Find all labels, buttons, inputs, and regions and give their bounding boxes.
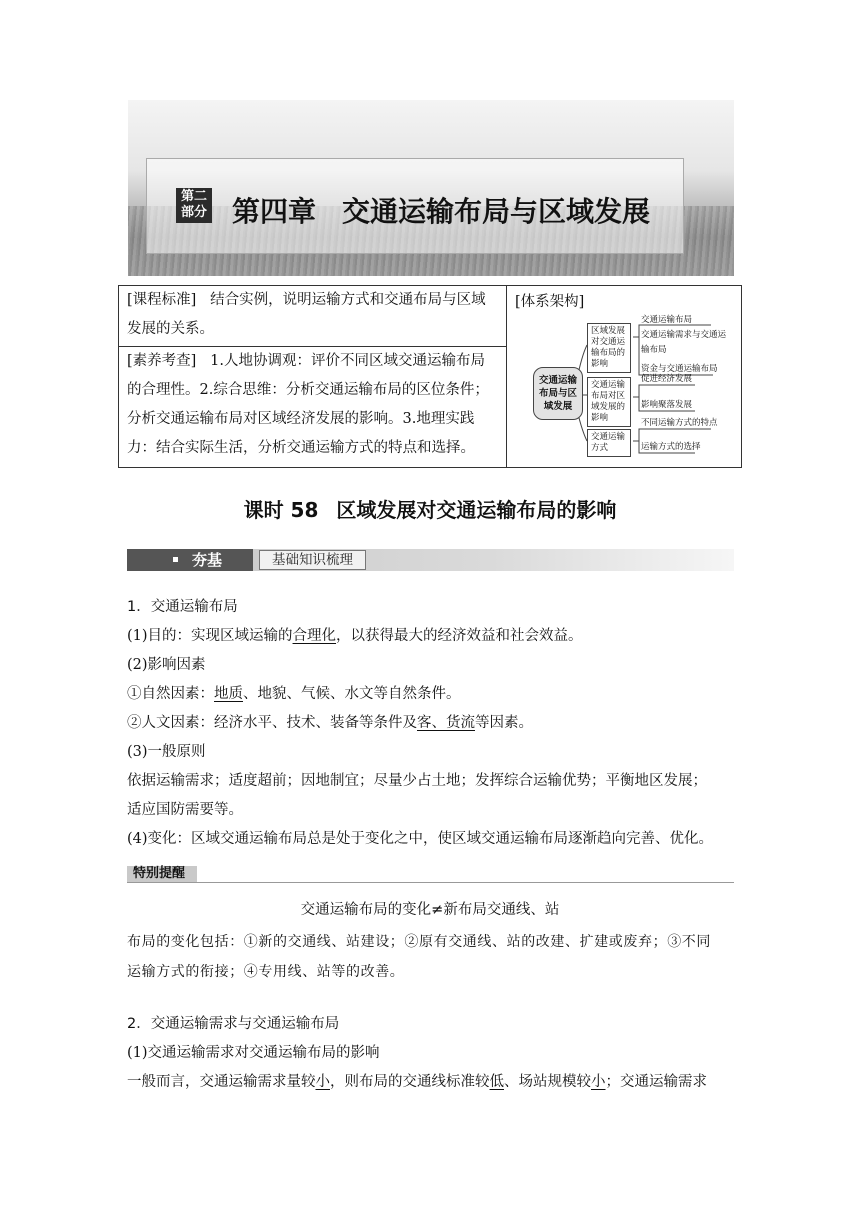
tip-tag: 特别提醒 xyxy=(127,866,197,882)
blank-answer: 低 xyxy=(489,1074,504,1090)
lesson-heading xyxy=(0,494,860,523)
paragraph: 依据运输需求；适度超前；因地制宜；尽量少占土地；发挥综合运输优势；平衡地区发展； xyxy=(127,773,707,789)
mind-map-leaf: 资金与交通运输布局 xyxy=(641,364,718,374)
mind-map-leaf: 交通运输需求与交通运 xyxy=(641,330,727,340)
tip-line: 运输方式的衔接；④专用线、站等的改善。 xyxy=(127,964,405,980)
lesson-number: 课时 58 xyxy=(243,498,319,522)
section-2-title: 2．交通运输需求与交通运输布局 xyxy=(127,1016,340,1032)
paragraph: (2)影响因素 xyxy=(127,657,206,673)
section-1 xyxy=(127,593,737,854)
square-bullet-icon xyxy=(173,557,178,562)
mind-map-leaf: 运输方式的选择 xyxy=(641,442,701,452)
chapter-number: 第四章 xyxy=(232,195,317,228)
section-bar xyxy=(127,549,734,571)
architecture-tag: [体系架构] xyxy=(515,294,585,310)
paragraph xyxy=(127,622,737,651)
mind-map-branch-2: 交通运输布局对区域发展的影响 xyxy=(587,377,631,427)
section-1-title: 1．交通运输布局 xyxy=(127,599,238,615)
text: 、场站规模较 xyxy=(504,1074,591,1090)
chapter-title: 交通运输布局与区域发展 xyxy=(342,195,651,228)
text: ，则布局的交通线标准较 xyxy=(330,1074,490,1090)
blank-answer: 客、货流 xyxy=(417,715,475,731)
section-bar-right-label: 基础知识梳理 xyxy=(259,550,366,570)
tip-line: 布局的变化包括：①新的交通线、站建设；②原有交通线、站的改建、扩建或废弃；③不同 xyxy=(127,934,711,950)
mind-map-leaf: 输布局 xyxy=(641,345,667,355)
chapter-banner xyxy=(128,100,734,276)
mind-map-center: 交通运输布局与区域发展 xyxy=(533,367,583,420)
curriculum-cell xyxy=(119,286,507,347)
paragraph xyxy=(127,1068,737,1097)
tip-body xyxy=(127,927,737,987)
curriculum-text: 结合实例，说明运输方式和交通布局与区域发展的关系。 xyxy=(127,292,486,337)
literacy-text: 1.人地协调观：评价不同区域交通运输布局的合理性。2.综合思维：分析交通运输布局的区位条件；分析交通运输布局对区域经济发展的影响。3.地理实践力：结合实际生活，分析交通运输方式的特点和选择。 xyxy=(127,353,489,456)
blank-answer: 合理化 xyxy=(292,628,337,644)
text: 等因素。 xyxy=(475,715,533,731)
literacy-cell xyxy=(119,347,507,468)
lesson-title: 区域发展对交通运输布局的影响 xyxy=(336,498,617,522)
architecture-cell xyxy=(507,286,742,468)
paragraph xyxy=(127,709,737,738)
text: ②人文因素：经济水平、技术、装备等条件及 xyxy=(127,715,417,731)
mind-map-branch-1: 区域发展对交通运输布局的影响 xyxy=(587,323,631,373)
curriculum-tag: [课程标准] xyxy=(127,292,197,308)
mind-map-leaf: 不同运输方式的特点 xyxy=(641,418,718,428)
mind-map-leaf: 促进经济发展 xyxy=(641,374,693,384)
mind-map xyxy=(515,317,733,467)
paragraph: (4)变化：区域交通运输布局总是处于变化之中，使区域交通运输布局逐渐趋向完善、优化。 xyxy=(127,831,714,847)
part-badge-line2: 部分 xyxy=(180,205,207,220)
paragraph xyxy=(127,680,737,709)
standards-table xyxy=(118,285,742,468)
chapter-heading xyxy=(232,190,650,230)
text: 一般而言，交通运输需求量较 xyxy=(127,1074,316,1090)
text: ①自然因素： xyxy=(127,686,214,702)
section-bar-left xyxy=(127,549,253,571)
paragraph: (3)一般原则 xyxy=(127,744,206,760)
part-badge-line1: 第二 xyxy=(180,189,207,204)
paragraph: (1)交通运输需求对交通运输布局的影响 xyxy=(127,1045,380,1061)
blank-answer: 小 xyxy=(591,1074,606,1090)
text: 、地貌、气候、水文等自然条件。 xyxy=(243,686,461,702)
mind-map-branch-3: 交通运输方式 xyxy=(587,429,631,457)
tip-bar xyxy=(127,866,734,883)
text: ，以获得最大的经济效益和社会效益。 xyxy=(336,628,583,644)
mind-map-leaf: 影响聚落发展 xyxy=(641,400,693,410)
text: (1)目的：实现区域运输的 xyxy=(127,628,293,644)
text: ；交通运输需求 xyxy=(605,1074,707,1090)
blank-answer: 小 xyxy=(315,1074,330,1090)
mind-map-leaf: 交通运输布局 xyxy=(641,315,693,325)
literacy-tag: [素养考查] xyxy=(127,353,197,369)
part-badge xyxy=(176,188,212,223)
section-2 xyxy=(127,1010,737,1097)
section-bar-left-label: 夯基 xyxy=(192,551,223,569)
tip-title: 交通运输布局的变化≠新布局交通线、站 xyxy=(300,902,560,918)
blank-answer: 地质 xyxy=(214,686,243,702)
paragraph: 适应国防需要等。 xyxy=(127,802,243,818)
